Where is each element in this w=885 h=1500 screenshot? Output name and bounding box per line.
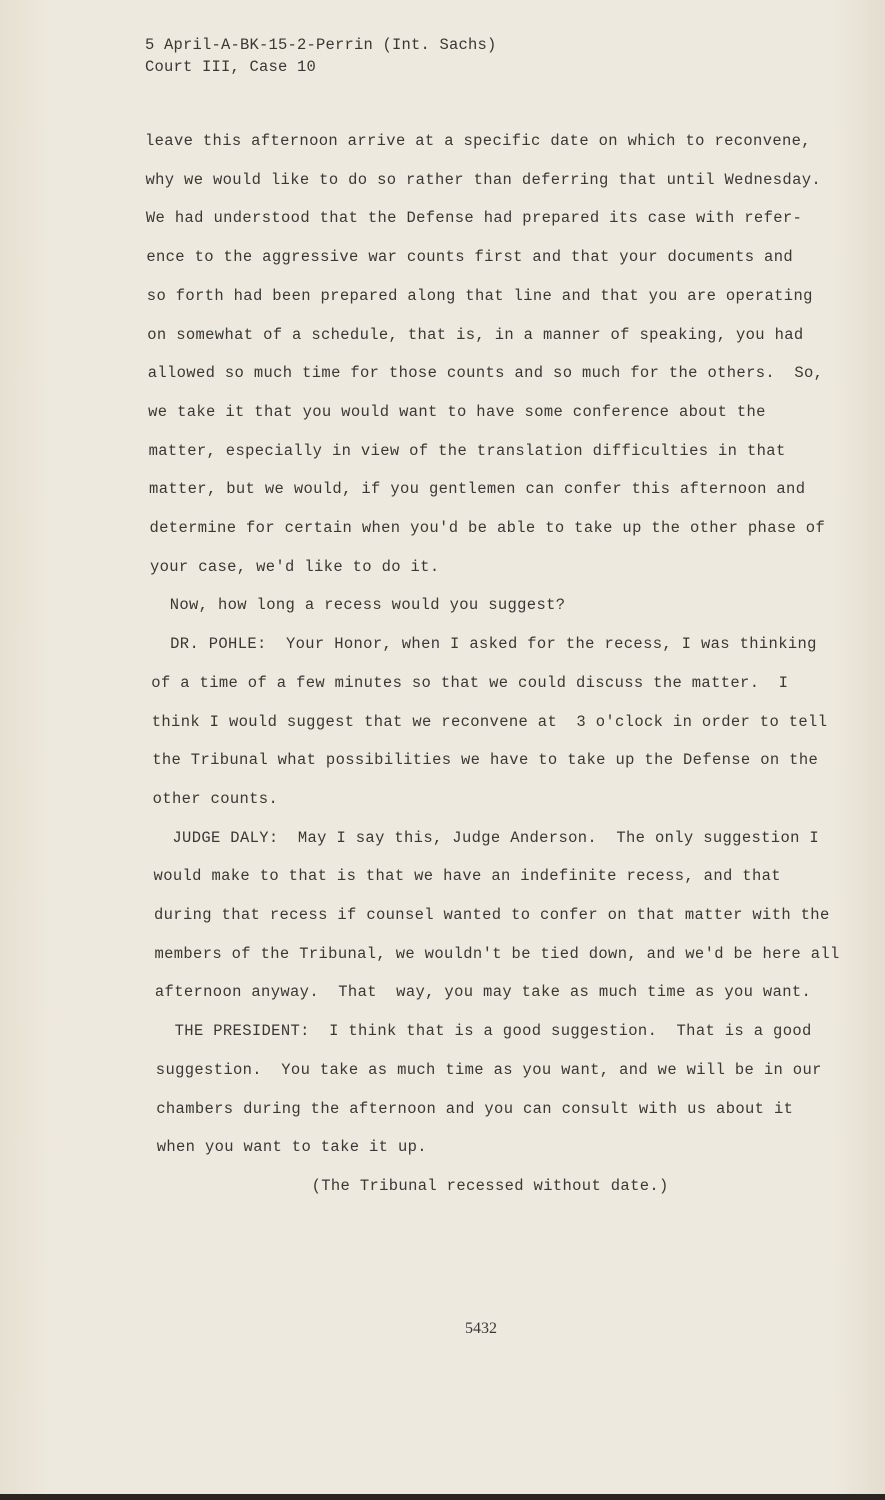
transcript-line: leave this afternoon arrive at a specific date on which to reconvene, [145, 132, 811, 150]
transcript-line: we take it that you would want to have some conference about the [148, 402, 766, 421]
transcript-line: would make to that is that we have an indefinite recess, and that [153, 867, 781, 886]
transcript-line: so forth had been prepared along that line and that you are operating [146, 286, 813, 305]
transcript-line: on somewhat of a schedule, that is, in a manner of speaking, you had [147, 325, 804, 344]
scan-edge [0, 1494, 885, 1500]
transcript-line: matter, especially in view of the translation difficulties in that [148, 441, 786, 460]
transcript-line: of a time of a few minutes so that we could discuss the matter. I [151, 673, 789, 692]
transcript-line: chambers during the afternoon and you can consult with us about it [156, 1099, 794, 1118]
header-line-2: Court III, Case 10 [145, 58, 317, 76]
transcript-line: determine for certain when you'd be able to take up the other phase of [149, 519, 826, 537]
transcript-line: suggestion. You take as much time as you want, and we will be in our [155, 1060, 822, 1079]
transcript-line: allowed so much time for those counts and so much for the others. So, [147, 364, 824, 383]
transcript-line: We had understood that the Defense had prepared its case with refer- [145, 209, 803, 228]
transcript-line: other counts. [152, 789, 279, 808]
transcript-line: think I would suggest that we reconvene at 3 o'clock in order to tell [151, 712, 828, 731]
page-number: 5432 [465, 1320, 497, 1337]
transcript-line: ence to the aggressive war counts first and that your documents and [146, 248, 793, 267]
header-line-1: 5 April-A-BK-15-2-Perrin (Int. Sachs) [145, 36, 497, 54]
transcript-line: why we would like to do so rather than deferring that until Wednesday. [145, 170, 822, 189]
transcript-line: the Tribunal what possibilities we have to take up the Defense on the [152, 751, 819, 770]
transcript-line: THE PRESIDENT: I think that is a good suggestion. That is a good [155, 1022, 812, 1041]
transcript-line: afternoon anyway. That way, you may take as much time as you want. [154, 983, 812, 1002]
transcript-line: when you want to take it up. [156, 1138, 427, 1157]
transcript-line: DR. POHLE: Your Honor, when I asked for the recess, I was thinking [150, 635, 817, 654]
transcript-line: members of the Tribunal, we wouldn't be tied down, and we'd be here all [154, 944, 840, 963]
transcript-line: matter, but we would, if you gentlemen can confer this afternoon and [149, 480, 806, 499]
transcript-line: Now, how long a recess would you suggest? [150, 596, 566, 615]
transcript-line: your case, we'd like to do it. [149, 557, 440, 576]
transcript-line: during that recess if counsel wanted to confer on that matter with the [154, 906, 830, 924]
transcript-line: (The Tribunal recessed without date.) [157, 1176, 669, 1195]
transcript-line: JUDGE DALY: May I say this, Judge Anderson. The only suggestion I [153, 828, 820, 847]
